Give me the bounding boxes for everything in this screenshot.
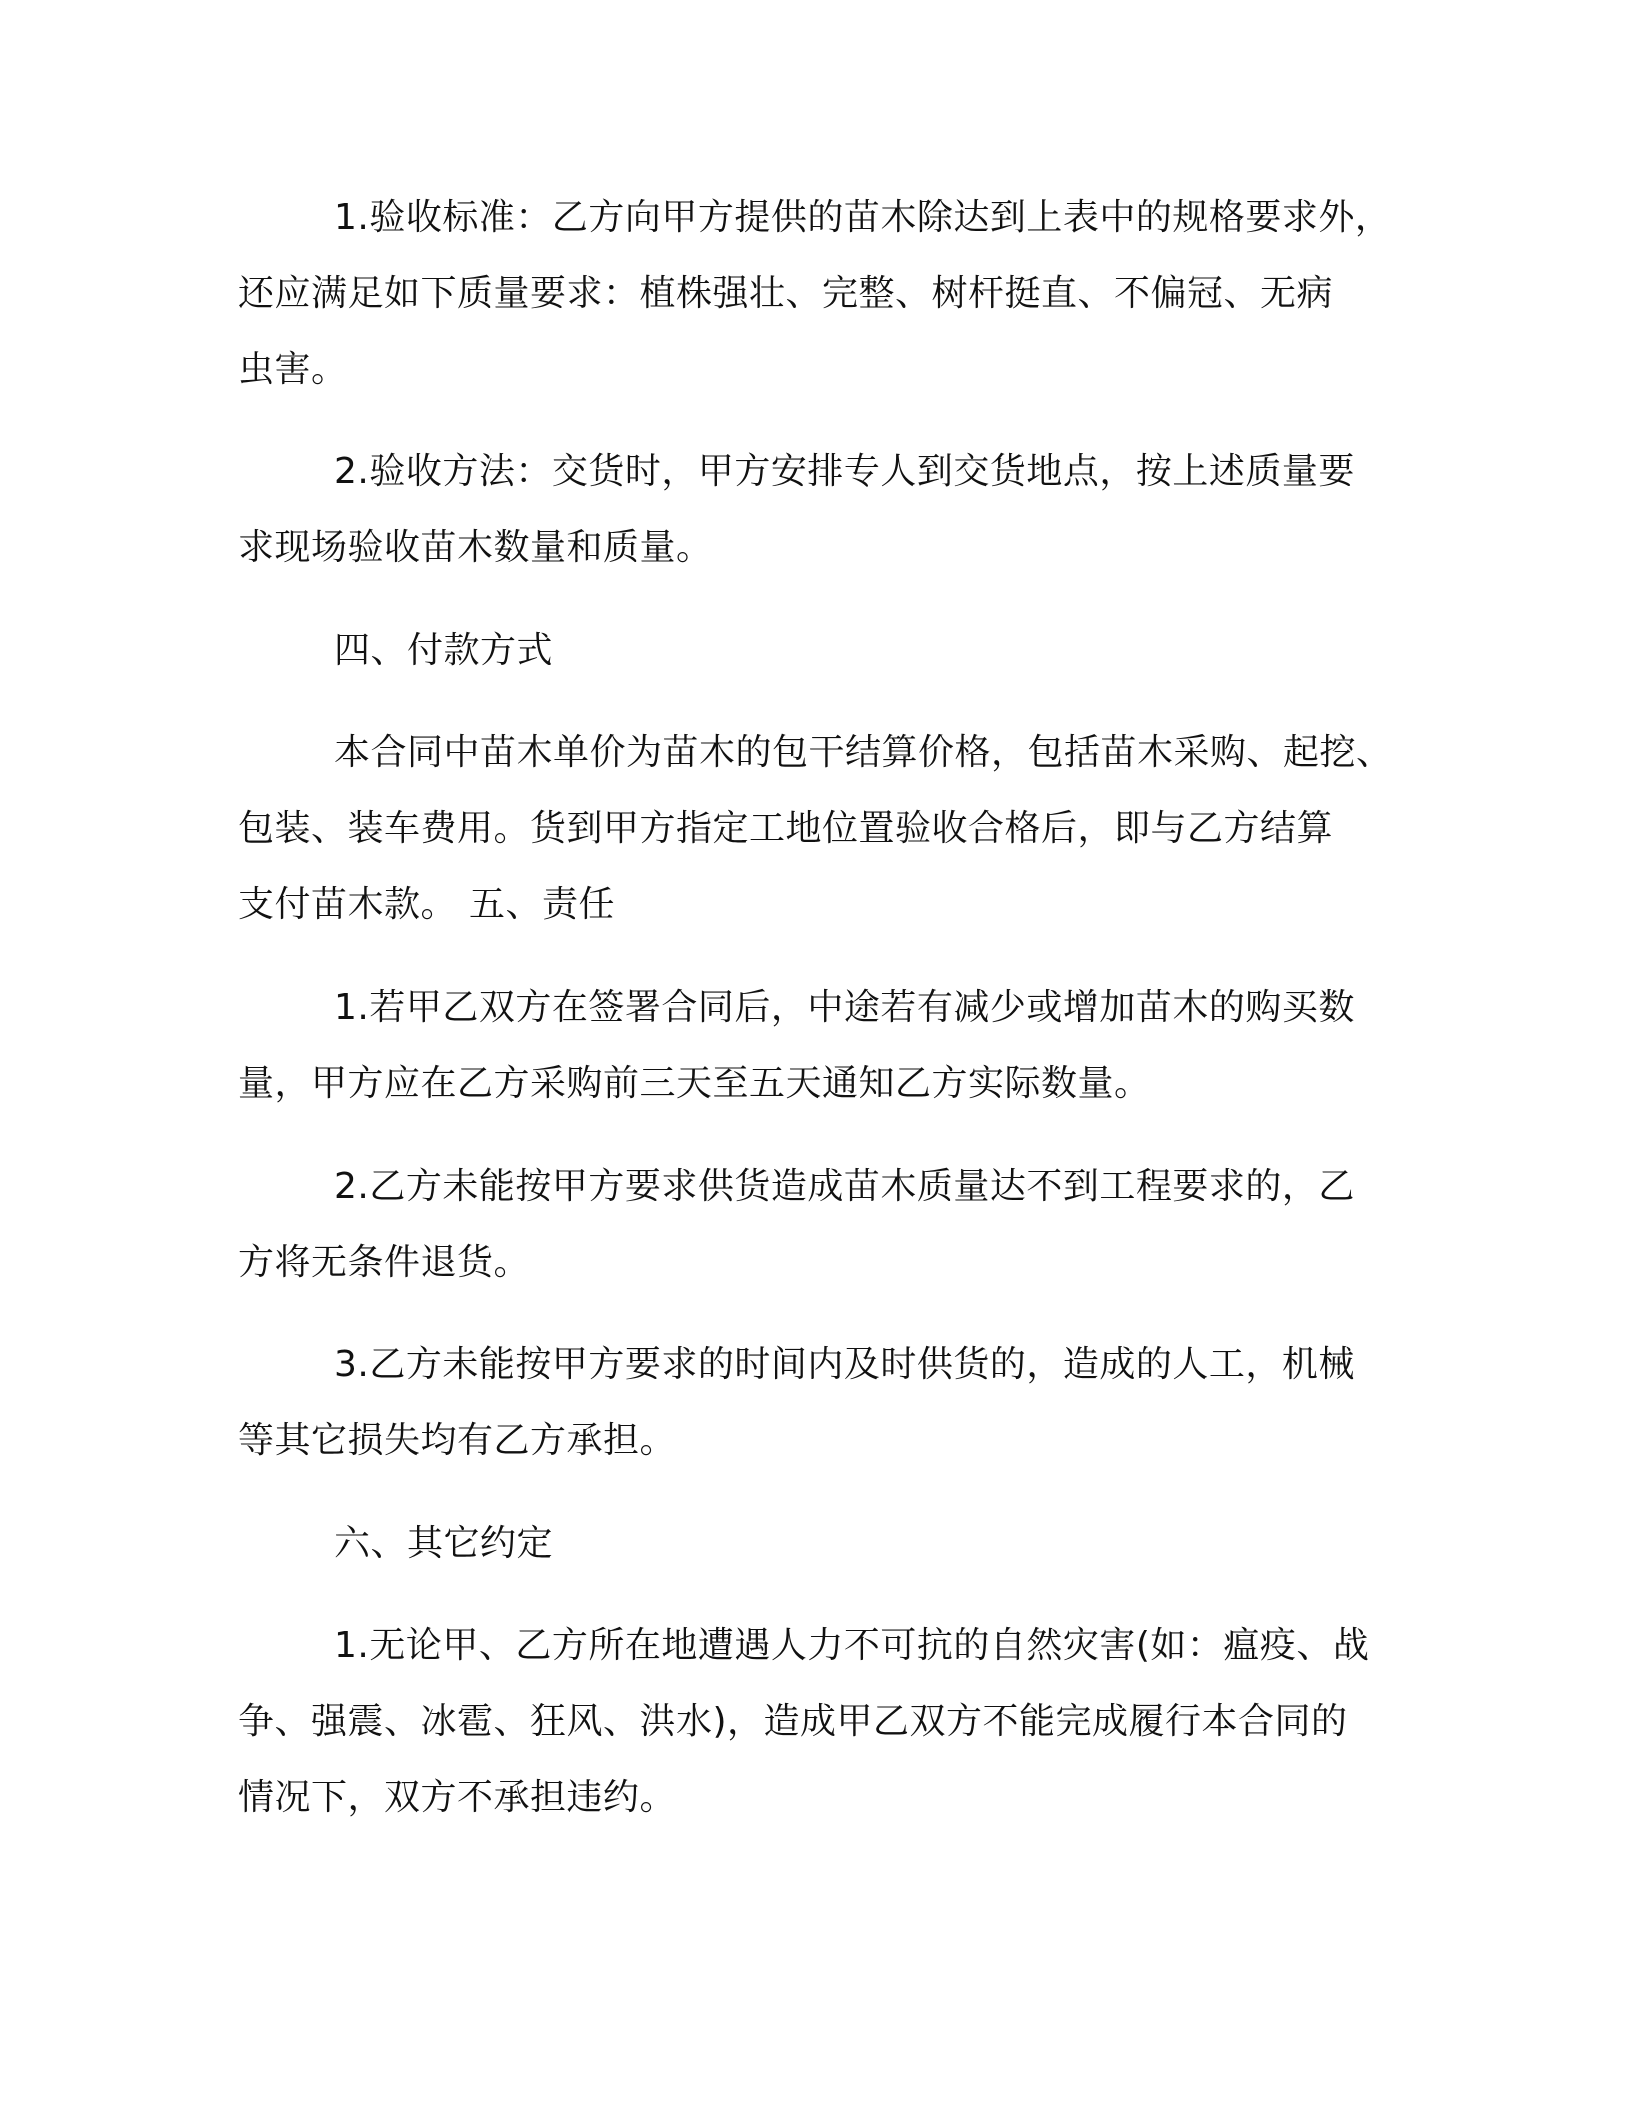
text-line: 3.乙方未能按甲方要求的时间内及时供货的，造成的人工，机械 xyxy=(334,1344,1355,1385)
text-line: 2.乙方未能按甲方要求供货造成苗木质量达不到工程要求的，乙 xyxy=(334,1166,1355,1207)
text-line: 1.若甲乙双方在签署合同后，中途若有减少或增加苗木的购买数 xyxy=(334,987,1355,1028)
section-heading: 六、其它约定 xyxy=(334,1523,554,1564)
text-line: 方将无条件退货。 xyxy=(238,1242,531,1283)
text-line: 还应满足如下质量要求：植株强壮、完整、树杆挺直、不偏冠、无病 xyxy=(238,273,1334,314)
text-line: 争、强震、冰雹、狂风、洪水)，造成甲乙双方不能完成履行本合同的 xyxy=(238,1701,1348,1742)
text-line: 情况下，双方不承担违约。 xyxy=(238,1777,677,1818)
text-line: 1.验收标准：乙方向甲方提供的苗木除达到上表中的规格要求外， xyxy=(334,197,1392,238)
text-line: 1.无论甲、乙方所在地遭遇人力不可抗的自然灾害(如：瘟疫、战 xyxy=(334,1625,1370,1666)
text-line: 虫害。 xyxy=(238,349,348,390)
text-line: 量，甲方应在乙方采购前三天至五天通知乙方实际数量。 xyxy=(238,1063,1151,1104)
text-line: 本合同中苗木单价为苗木的包干结算价格，包括苗木采购、起挖、 xyxy=(334,732,1393,773)
text-line: 包装、装车费用。货到甲方指定工地位置验收合格后，即与乙方结算 xyxy=(238,808,1334,849)
section-heading: 四、付款方式 xyxy=(334,630,554,671)
text-line: 等其它损失均有乙方承担。 xyxy=(238,1420,677,1461)
text-line: 求现场验收苗木数量和质量。 xyxy=(238,527,713,568)
text-line: 2.验收方法：交货时，甲方安排专人到交货地点，按上述质量要 xyxy=(334,451,1355,492)
text-line: 支付苗木款。 五、责任 xyxy=(238,884,615,925)
